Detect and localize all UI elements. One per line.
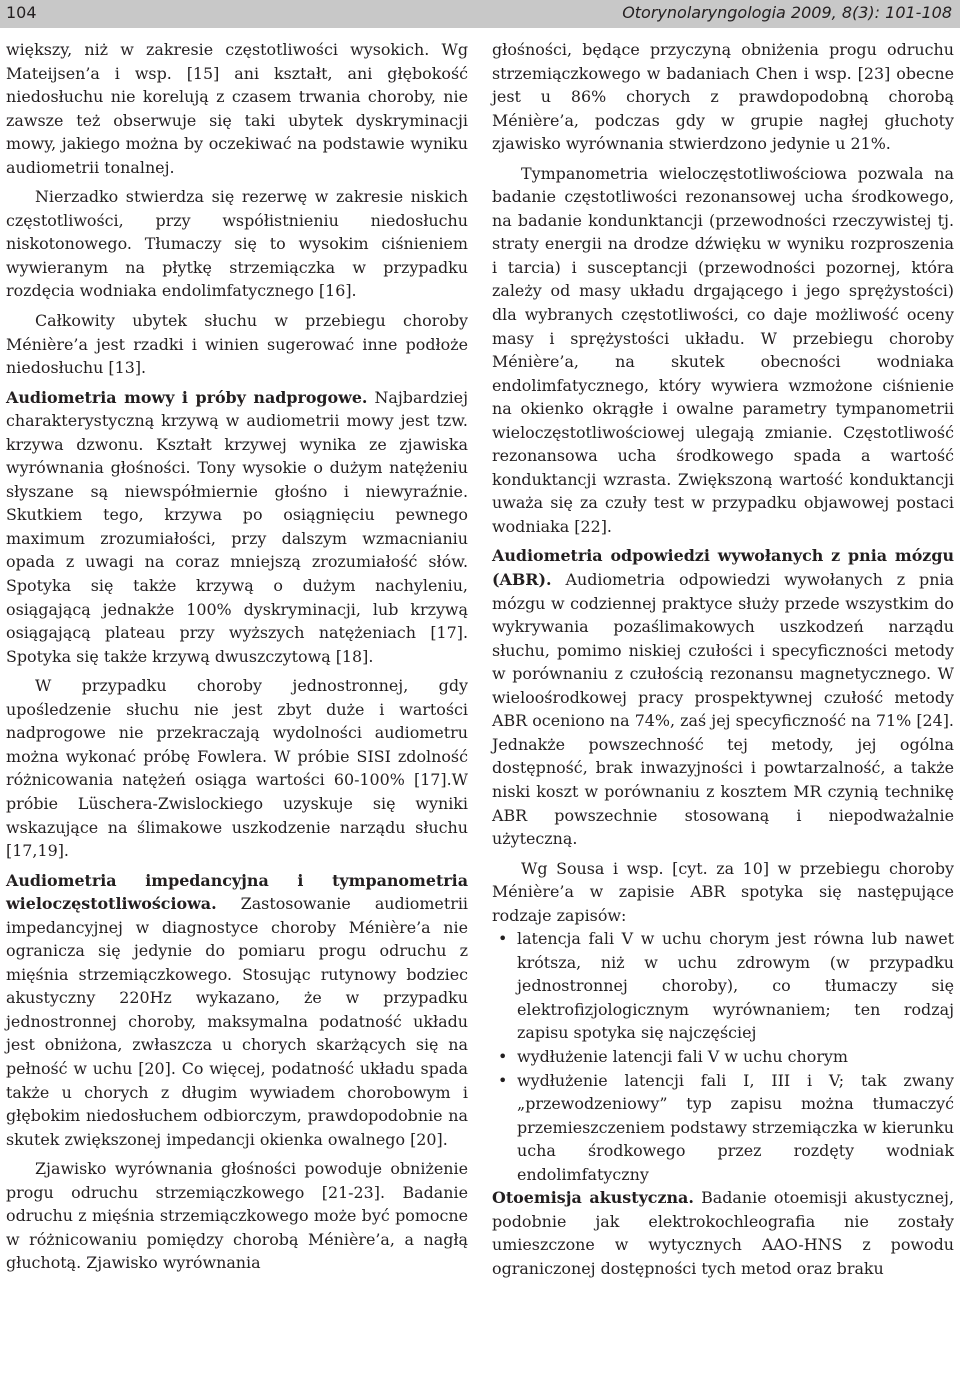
page-number: 104 xyxy=(6,3,37,22)
section-paragraph xyxy=(492,1186,954,1280)
paragraph: W przypadku choroby jednostronnej, gdy upośledzenie słuchu nie jest zbyt duże i wartości nadprogowe nie przekraczają wydolności audiometru można wykonać próbę Fowlera. W próbie SISI zdolność różnicowania natężeń osiąga wartości 60-100% [17].W próbie Lüschera-Zwislockiego uzyskuje się wyniki wskazujące na ślimakowe uszkodzenie narządu słuchu [17,19]. xyxy=(6,676,468,861)
paragraph: większy, niż w zakresie częstotliwości wysokich. Wg Mateijsen’a i wsp. [15] ani kształt, ani głębokość niedosłuchu nie korelują z czasem trwania choroby, nie zawsze też obserwuje się taki ubytek dyskryminacji mowy, jakiego można by oczekiwać na podstawie wyniku audiometrii tonalnej. xyxy=(6,40,468,177)
journal-citation: Otorynolaryngologia 2009, 8(3): 101-108 xyxy=(622,3,952,22)
right-column xyxy=(492,38,954,1280)
section-paragraph xyxy=(6,869,468,1152)
section-heading: Otoemisja akustyczna. xyxy=(492,1188,694,1208)
section-text: Audiometria odpowiedzi wywołanych z pnia mózgu w codziennej praktyce służy przede wszystkim do wykrywania pozaślimakowych uszkodzeń narządu słuchu, pomimo niskiej czułości i specyficzności metody w porównaniu z czułością rezonansu magnetycznego. W wieloośrodkowej pracy prospektywnej czułość metody ABR oceniono na 74%, zaś jej specyficzność na 71% [24]. Jednakże powszechność tej metody, jej ogólna dostępność, brak inwazyjności i powtarzalność, a także niski koszt w porównaniu z kosztem MR czynią technikę ABR powszechnie stosowaną i niepodważalnie użyteczną. xyxy=(492,570,954,849)
section-text: Najbardziej charakterystyczną krzywą w audiometrii mowy jest tzw. krzywa dzwonu. Kształt krzywej wynika ze zjawiska wyrównania głośności. Tony wysokie o dużym natężeniu słyszane są niewspółmiernie głośno i niewyraźnie. Skutkiem tego, krzywa po osiągnięciu pewnego maximum zrozumiałości, przy dalszym wzmacnianiu opada z uwagi na coraz mniejszą zrozumiałość słów. Spotyka się także krzywą o dużym nachyleniu, osiągającą jednakże 100% dyskryminacji, lub krzywą osiągającą plateau przy wyższych natężeniach [17]. Spotyka się także krzywą dwuszczytową [18]. xyxy=(6,387,468,666)
section-heading: Audiometria impedancyjna i tympanometria wieloczęstotliwościowa. xyxy=(6,870,468,914)
section-paragraph xyxy=(6,386,468,669)
paragraph: Całkowity ubytek słuchu w przebiegu choroby Ménière’a jest rzadki i winien sugerować inne podłoże niedosłuchu [13]. xyxy=(6,311,468,378)
list-item: • wydłużenie latencji fali V w uchu chorym xyxy=(492,1045,954,1069)
paragraph: głośności, będące przyczyną obniżenia progu odruchu strzemiączkowego w badaniach Chen i wsp. [23] obecne jest u 86% chorych z prawdopodobną chorobą Ménière’a, podczas gdy w grupie nagłej głuchoty zjawisko wyrównania stwierdzono jedynie u 21%. xyxy=(492,40,954,154)
running-header xyxy=(0,0,960,28)
left-column xyxy=(6,38,468,1275)
section-heading: Audiometria odpowiedzi wywołanych z pnia mózgu (ABR). xyxy=(492,546,954,590)
paragraph: Zjawisko wyrównania głośności powoduje obniżenie progu odruchu strzemiączkowego [21-23]. Badanie odruchu z mięśnia strzemiączkowego może być pomocne w różnicowaniu pomiędzy chorobą Ménière’a, a nagłą głuchotą. Zjawisko wyrównania xyxy=(6,1159,468,1273)
paragraph: Wg Sousa i wsp. [cyt. za 10] w przebiegu choroby Ménière’a w zapisie ABR spotyka się następujące rodzaje zapisów: xyxy=(492,858,954,925)
section-paragraph xyxy=(492,544,954,850)
list-item: • latencja fali V w uchu chorym jest równa lub nawet krótsza, niż w uchu zdrowym (w przypadku jednostronnej choroby), co tłumaczy się elektrofizjologicznym wyrównaniem; ten rodzaj zapisu spotyka się najczęściej xyxy=(492,927,954,1045)
section-text: Zastosowanie audiometrii impedancyjnej w diagnostyce choroby Ménière’a nie ogranicza się jedynie do pomiaru progu odruchu z mięśnia strzemiączkowego. Stosując rutynowy bodziec akustyczny 220Hz wykazano, że w przypadku jednostronnej choroby, maksymalna podatność układu jest obniżona, zwłaszcza u chorych skarżących się na pełność w uchu [20]. Co więcej, podatność układu spada także u chorych z długim wywiadem chorobowym i głębokim niedosłuchem odbiorczym, prawdopodobnie na skutek zwiększonej impedancji okienka owalnego [20]. xyxy=(6,894,468,1149)
bullet-list xyxy=(492,927,954,1186)
paragraph: Tympanometria wieloczęstotliwościowa pozwala na badanie częstotliwości rezonansowej ucha środkowego, na badanie kondunktancji (przewodności rzeczywistej tj. straty energii na drodze dźwięku w wyniku rozproszenia i tarcia) i susceptancji (przewodności pozornej, która zależy od masy układu drgającego i jego sprężystości) dla wybranych częstotliwości, co daje możliwość oceny masy i sprężystości układu. W przebiegu choroby Ménière’a, na skutek obecności wodniaka endolimfatycznego, który wywiera wzmożone ciśnienie na okienko okrągłe i owalne parametry tympanometrii wieloczęstotliwościowej ulegają zmianie. Częstotliwość rezonansowa ucha środkowego spada a wartość konduktancji wzrasta. Zwiększoną wartość konduktancji uważa się za czuły test w przypadku objawowej postaci wodniaka [22]. xyxy=(492,163,954,536)
section-heading: Audiometria mowy i próby nadprogowe. xyxy=(6,387,368,407)
paragraph: Nierzadko stwierdza się rezerwę w zakresie niskich częstotliwości, przy współistnieniu niedosłuchu niskotonowego. Tłumaczy się to wysokim ciśnieniem wywieranym na płytkę strzemiączka w przypadku rozdęcia wodniaka endolimfatycznego [16]. xyxy=(6,187,468,301)
section-text: Badanie otoemisji akustycznej, podobnie jak elektrokochleografia nie zostały umieszczone w wytycznych AAO-HNS z powodu ograniczonej dostępności tych metod oraz braku xyxy=(492,1188,955,1278)
list-item: • wydłużenie latencji fali I, III i V; tak zwany „przewodzeniowy” typ zapisu można tłumaczyć przemieszczeniem podstawy strzemiączka w kierunku ucha środkowego przez rozdęty wodniak endolimfatyczny xyxy=(492,1069,954,1187)
